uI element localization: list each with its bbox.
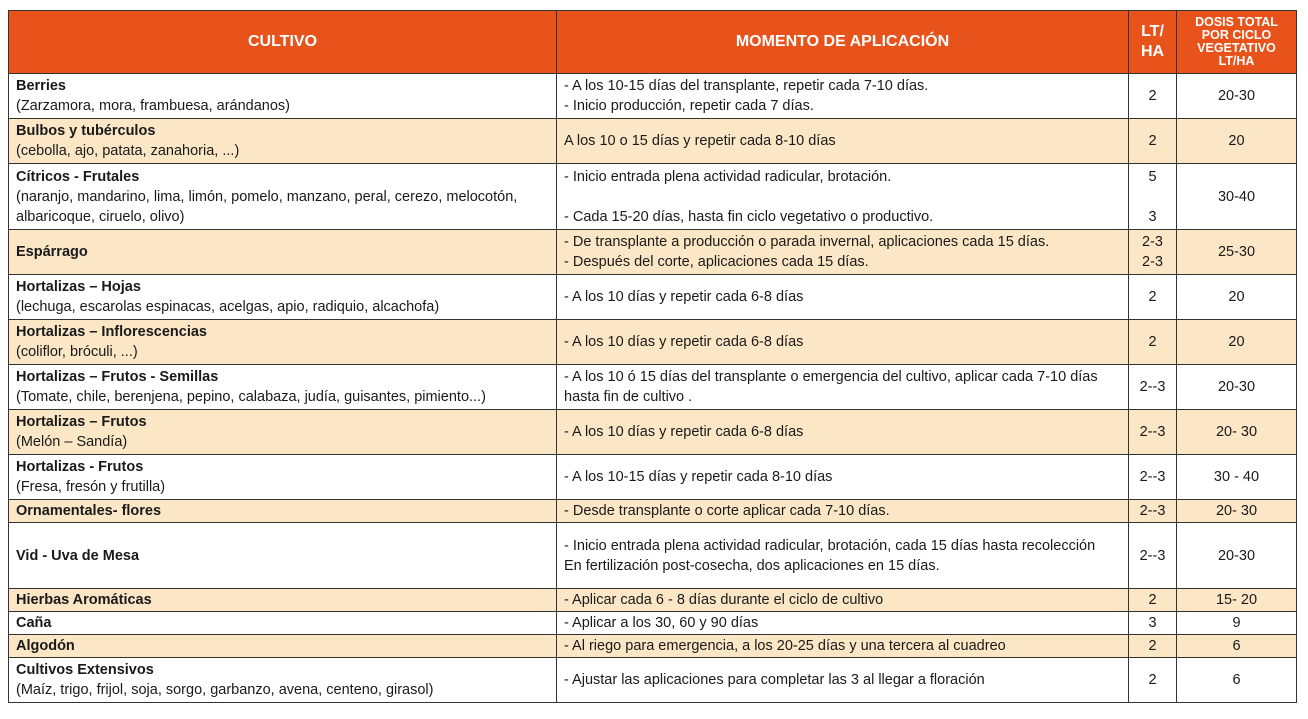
moment-line: - Después del corte, aplicaciones cada 15 días. <box>564 254 869 270</box>
table-row <box>9 658 1297 703</box>
cell-cultivo <box>9 523 557 589</box>
moment-line: - Al riego para emergencia, a los 20-25 días y una tercera al cuadreo <box>564 638 1006 654</box>
moment-line: - A los 10-15 días y repetir cada 8-10 días <box>564 469 833 485</box>
crop-name: Ornamentales- flores <box>16 503 162 519</box>
cell-lt-ha <box>1129 523 1177 589</box>
cell-lt-ha <box>1129 320 1177 365</box>
crop-examples: (Fresa, fresón y frutilla) <box>16 479 166 495</box>
cell-momento <box>557 74 1129 119</box>
header-cultivo: CULTIVO <box>9 11 557 74</box>
crop-examples: (Tomate, chile, berenjena, pepino, calabaza, judía, guisantes, pimiento...) <box>16 389 486 405</box>
cell-lt-ha <box>1129 500 1177 523</box>
table-row <box>9 500 1297 523</box>
table-row <box>9 523 1297 589</box>
lt-ha-value <box>1131 187 1174 207</box>
cell-dosis-total: 30 - 40 <box>1177 455 1297 500</box>
table-row <box>9 455 1297 500</box>
table-row <box>9 612 1297 635</box>
moment-line: - Aplicar a los 30, 60 y 90 días <box>564 615 759 631</box>
cell-cultivo <box>9 365 557 410</box>
cell-cultivo <box>9 74 557 119</box>
crop-examples: (coliflor, bróculi, ...) <box>16 344 138 360</box>
table-row <box>9 365 1297 410</box>
cell-momento <box>557 635 1129 658</box>
moment-line: - Ajustar las aplicaciones para completar las 3 al llegar a floración <box>564 672 985 688</box>
moment-line: - Cada 15-20 días, hasta fin ciclo vegetativo o productivo. <box>564 208 934 225</box>
crop-name: Cultivos Extensivos <box>16 662 154 678</box>
crop-name: Hortalizas - Frutos <box>16 459 144 475</box>
table-row <box>9 320 1297 365</box>
cell-dosis-total: 20-30 <box>1177 365 1297 410</box>
crop-name: Algodón <box>16 638 75 654</box>
cell-momento <box>557 455 1129 500</box>
header-lt-line2: HA <box>1140 43 1165 60</box>
header-dosis-line4: LT/HA <box>1218 54 1255 68</box>
cell-momento <box>557 410 1129 455</box>
table-row <box>9 74 1297 119</box>
moment-line: En fertilización post-cosecha, dos aplicaciones en 15 días. <box>564 557 940 574</box>
header-dosis-line3: VEGETATIVO <box>1197 41 1276 55</box>
cell-momento <box>557 523 1129 589</box>
lt-ha-value: 2--3 <box>1139 424 1166 440</box>
lt-ha-value: 2--3 <box>1139 503 1166 519</box>
cell-lt-ha <box>1129 455 1177 500</box>
crop-name: Cítricos - Frutales <box>16 168 140 185</box>
lt-ha-value: 2 <box>1148 638 1157 654</box>
cell-lt-ha <box>1129 230 1177 275</box>
cell-lt-ha <box>1129 365 1177 410</box>
cell-dosis-total: 15- 20 <box>1177 589 1297 612</box>
cell-cultivo <box>9 658 557 703</box>
crop-name: Hortalizas – Frutos <box>16 414 147 430</box>
cell-momento <box>557 320 1129 365</box>
header-dosis-line2: POR CICLO <box>1201 28 1272 42</box>
cell-cultivo <box>9 320 557 365</box>
cell-dosis-total: 6 <box>1177 658 1297 703</box>
cell-dosis-total: 6 <box>1177 635 1297 658</box>
cell-momento <box>557 230 1129 275</box>
table-row <box>9 275 1297 320</box>
cell-momento <box>557 164 1129 230</box>
moment-line: - A los 10-15 días del transplante, repetir cada 7-10 días. <box>564 78 929 94</box>
cell-lt-ha <box>1129 635 1177 658</box>
cell-lt-ha <box>1129 119 1177 164</box>
table-row <box>9 230 1297 275</box>
lt-ha-value: 2 <box>1148 133 1157 149</box>
crop-examples: (Maíz, trigo, frijol, soja, sorgo, garbanzo, avena, centeno, girasol) <box>16 682 434 698</box>
table-row <box>9 119 1297 164</box>
cell-momento <box>557 500 1129 523</box>
cell-cultivo <box>9 635 557 658</box>
cell-momento <box>557 612 1129 635</box>
cell-cultivo <box>9 275 557 320</box>
cell-dosis-total: 25-30 <box>1177 230 1297 275</box>
moment-line: A los 10 o 15 días y repetir cada 8-10 días <box>564 133 836 149</box>
cell-cultivo <box>9 589 557 612</box>
cell-cultivo <box>9 612 557 635</box>
crop-name: Hierbas Aromáticas <box>16 592 152 608</box>
header-dosis-line1: DOSIS TOTAL <box>1195 15 1278 29</box>
crop-name: Hortalizas – Frutos - Semillas <box>16 369 219 385</box>
lt-ha-value: 2--3 <box>1139 469 1166 485</box>
crop-name: Espárrago <box>16 244 88 260</box>
cell-dosis-total: 20 <box>1177 119 1297 164</box>
cell-dosis-total: 30-40 <box>1177 164 1297 230</box>
moment-line: - De transplante a producción o parada invernal, aplicaciones cada 15 días. <box>564 234 1050 250</box>
cell-lt-ha <box>1129 612 1177 635</box>
cell-dosis-total: 20 <box>1177 275 1297 320</box>
lt-ha-value: 3 <box>1148 208 1157 225</box>
crop-name: Bulbos y tubérculos <box>16 123 156 139</box>
moment-line: - A los 10 ó 15 días del transplante o emergencia del cultivo, aplicar cada 7-10 días hasta fin de cultivo . <box>564 369 1098 405</box>
cell-lt-ha <box>1129 658 1177 703</box>
crop-examples: (cebolla, ajo, patata, zanahoria, ...) <box>16 143 240 159</box>
cell-momento <box>557 365 1129 410</box>
moment-line: - Inicio entrada plena actividad radicular, brotación, cada 15 días hasta recolección <box>564 537 1096 554</box>
crop-name: Hortalizas – Hojas <box>16 279 141 295</box>
crop-examples: (Zarzamora, mora, frambuesa, arándanos) <box>16 98 290 114</box>
table-row <box>9 589 1297 612</box>
cell-lt-ha <box>1129 74 1177 119</box>
header-dosis <box>1177 11 1297 74</box>
crop-examples: (lechuga, escarolas espinacas, acelgas, apio, radiquio, alcachofa) <box>16 299 440 315</box>
cell-momento <box>557 658 1129 703</box>
lt-ha-value: 3 <box>1148 615 1157 631</box>
lt-ha-value: 2 <box>1148 334 1157 350</box>
header-lt-ha <box>1129 11 1177 74</box>
lt-ha-value: 2 <box>1148 672 1157 688</box>
moment-line: - A los 10 días y repetir cada 6-8 días <box>564 424 804 440</box>
lt-ha-value: 2--3 <box>1139 547 1166 564</box>
cell-dosis-total: 20-30 <box>1177 523 1297 589</box>
lt-ha-value: 2-3 <box>1142 254 1163 270</box>
moment-line: - Desde transplante o corte aplicar cada 7-10 días. <box>564 503 890 519</box>
cell-momento <box>557 589 1129 612</box>
lt-ha-value: 2-3 <box>1142 234 1163 250</box>
lt-ha-value: 2 <box>1148 289 1157 305</box>
moment-line <box>564 187 1121 207</box>
lt-ha-value: 2--3 <box>1139 379 1166 395</box>
crop-name: Vid - Uva de Mesa <box>16 547 140 564</box>
cell-momento <box>557 275 1129 320</box>
cell-cultivo <box>9 164 557 230</box>
crop-name: Caña <box>16 615 52 631</box>
cell-lt-ha <box>1129 164 1177 230</box>
application-table-container <box>8 10 1296 703</box>
moment-line: - A los 10 días y repetir cada 6-8 días <box>564 334 804 350</box>
table-body <box>9 74 1297 703</box>
application-table <box>8 10 1297 703</box>
cell-cultivo <box>9 119 557 164</box>
cell-cultivo <box>9 500 557 523</box>
cell-cultivo <box>9 455 557 500</box>
cell-dosis-total: 20 <box>1177 320 1297 365</box>
cell-dosis-total: 20- 30 <box>1177 500 1297 523</box>
moment-line: - Aplicar cada 6 - 8 días durante el ciclo de cultivo <box>564 592 884 608</box>
cell-cultivo <box>9 230 557 275</box>
table-header-row <box>9 11 1297 74</box>
cell-lt-ha <box>1129 410 1177 455</box>
table-row <box>9 410 1297 455</box>
cell-cultivo <box>9 410 557 455</box>
lt-ha-value: 2 <box>1148 592 1157 608</box>
table-row <box>9 164 1297 230</box>
header-momento: MOMENTO DE APLICACIÓN <box>557 11 1129 74</box>
cell-lt-ha <box>1129 589 1177 612</box>
cell-dosis-total: 20-30 <box>1177 74 1297 119</box>
header-lt-line1: LT/ <box>1141 23 1164 40</box>
crop-name: Hortalizas – Inflorescencias <box>16 324 207 340</box>
moment-line: - Inicio producción, repetir cada 7 días. <box>564 98 814 114</box>
lt-ha-value: 5 <box>1148 168 1157 185</box>
cell-dosis-total: 9 <box>1177 612 1297 635</box>
cell-momento <box>557 119 1129 164</box>
table-row <box>9 635 1297 658</box>
crop-name: Berries <box>16 78 66 94</box>
crop-examples: (naranjo, mandarino, lima, limón, pomelo, manzano, peral, cerezo, melocotón, albaricoque, ciruelo, olivo) <box>16 188 518 225</box>
moment-line: - A los 10 días y repetir cada 6-8 días <box>564 289 804 305</box>
cell-dosis-total: 20- 30 <box>1177 410 1297 455</box>
crop-examples: (Melón – Sandía) <box>16 434 128 450</box>
moment-line: - Inicio entrada plena actividad radicular, brotación. <box>564 168 892 185</box>
lt-ha-value: 2 <box>1148 88 1157 104</box>
cell-lt-ha <box>1129 275 1177 320</box>
